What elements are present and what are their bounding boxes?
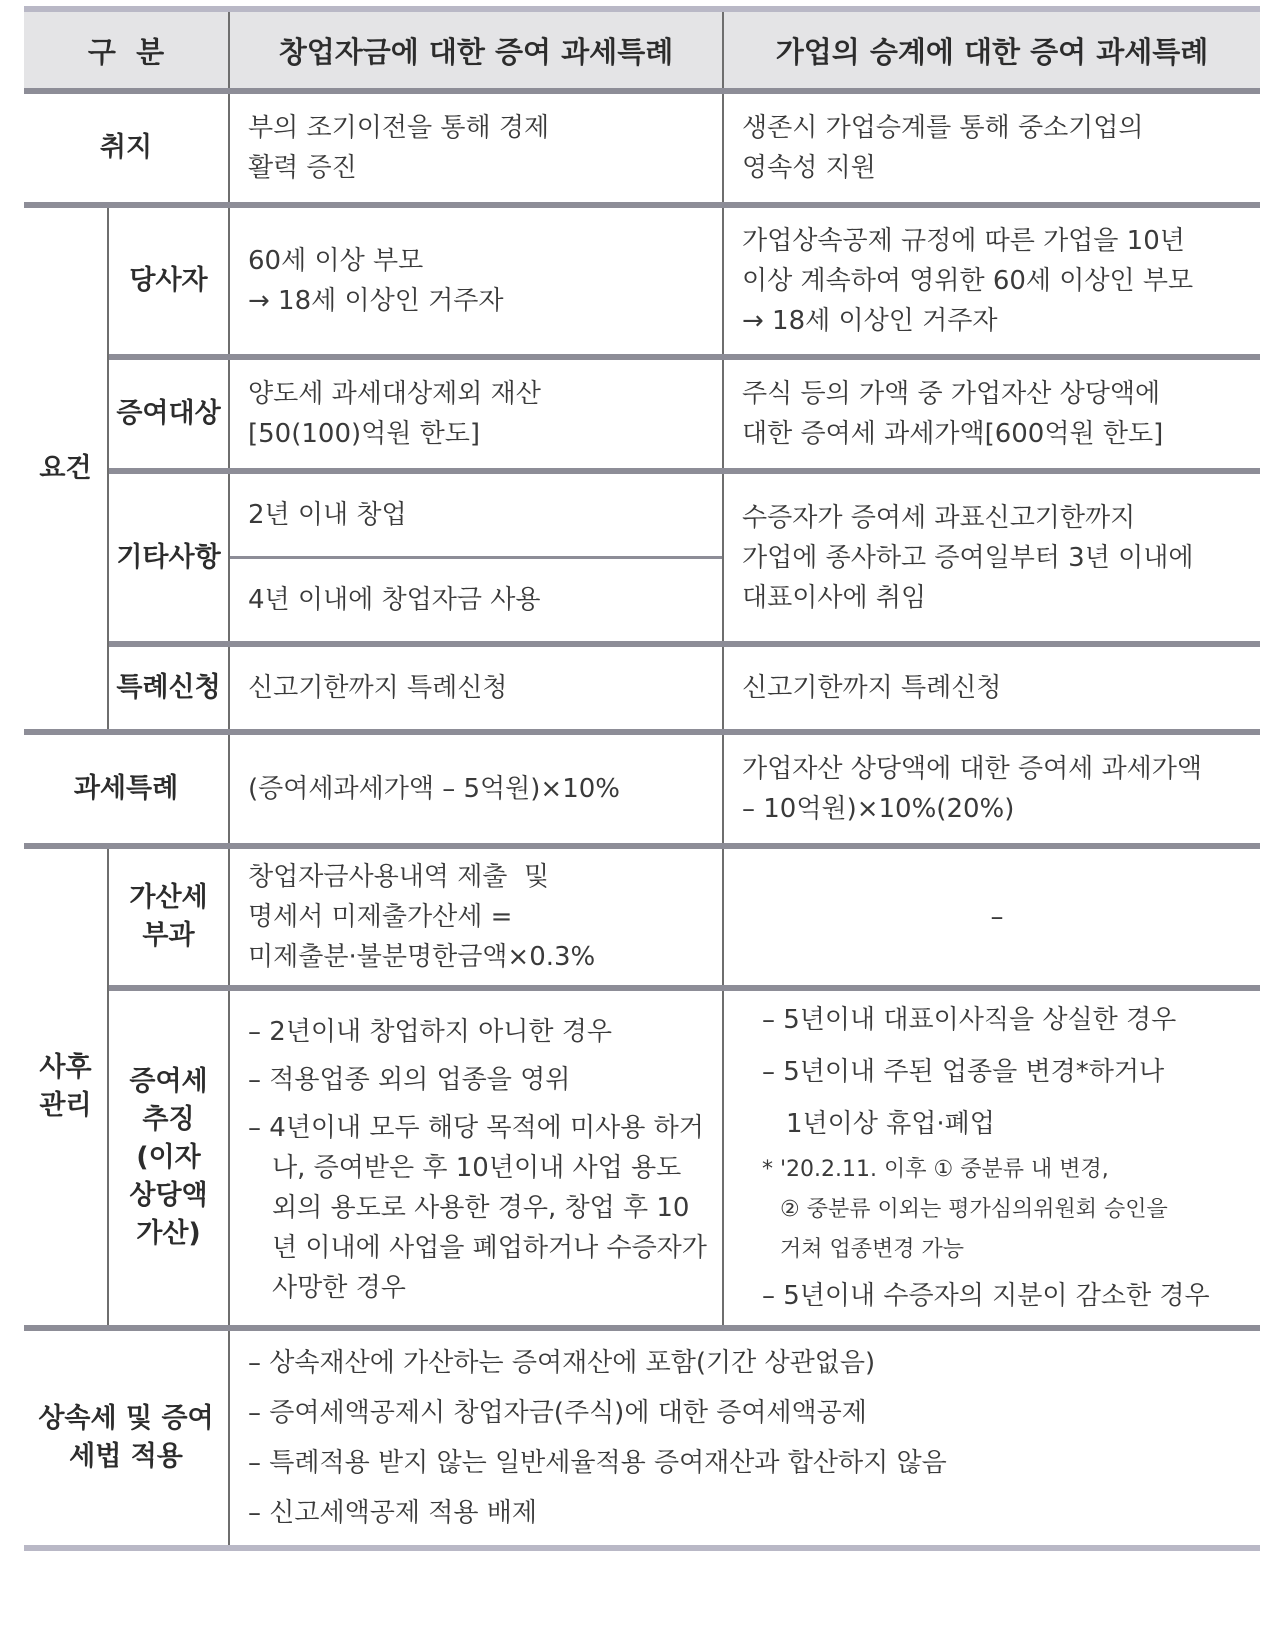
tax-special-startup: (증여세과세가액 – 5억원)×10% <box>229 735 723 843</box>
footnote: * '20.2.11. 이후 ① 중분류 내 변경, <box>762 1157 1109 1182</box>
row-inheritance <box>24 1331 1260 1545</box>
list-item: – 적용업종 외의 업종을 영위 <box>248 1065 571 1095</box>
purpose-startup: 부의 조기이전을 통해 경제 활력 증진 <box>229 94 723 202</box>
list-item: – 2년이내 창업하지 아니한 경우 <box>248 1017 612 1047</box>
purpose-succession: 생존시 가업승계를 통해 중소기업의 영속성 지원 <box>723 94 1260 202</box>
list-item: – 신고세액공제 적용 배제 <box>248 1498 537 1528</box>
row-tax-special <box>24 735 1260 843</box>
other-startup-1: 2년 이내 창업 <box>229 474 723 556</box>
label-recapture: 증여세 추징 (이자 상당액 가산) <box>108 991 229 1325</box>
row-parties <box>24 208 1260 354</box>
recapture-succession <box>723 991 1260 1325</box>
application-startup: 신고기한까지 특례신청 <box>229 647 723 729</box>
list-item: – 특례적용 받지 않는 일반세율적용 증여재산과 합산하지 않음 <box>248 1448 947 1478</box>
row-other-1 <box>24 474 1260 556</box>
list-item: 1년이상 휴업·폐업 <box>786 1109 995 1139</box>
recapture-startup <box>229 991 723 1325</box>
parties-succession: 가업상속공제 규정에 따른 가업을 10년 이상 계속하여 영위한 60세 이상인 부모 → 18세 이상인 거주자 <box>723 208 1260 354</box>
label-other: 기타사항 <box>108 474 229 641</box>
label-inheritance: 상속세 및 증여 세법 적용 <box>38 1403 214 1472</box>
penalty-succession: – <box>723 849 1260 985</box>
list-item: – 4년이내 모두 해당 목적에 미사용 하거나, 증여받은 후 10년이내 사업 용도 외의 용도로 사용한 경우, 창업 후 10년 이내에 사업을 폐업하거나 수증자가 사망한 경우 <box>248 1113 707 1303</box>
header-business-succession: 가업의 승계에 대한 증여 과세특례 <box>723 12 1260 88</box>
footnote: ② 중분류 이외는 평가심의위원회 승인을 <box>780 1197 1168 1222</box>
other-startup-2: 4년 이내에 창업자금 사용 <box>229 559 723 641</box>
label-penalty: 가산세 부과 <box>108 849 229 985</box>
label-purpose: 취지 <box>99 132 153 163</box>
row-application <box>24 647 1260 729</box>
inheritance-items <box>229 1331 1260 1545</box>
list-item: – 5년이내 수증자의 지분이 감소한 경우 <box>762 1281 1210 1311</box>
gift-target-startup: 양도세 과세대상제외 재산 [50(100)억원 한도] <box>229 360 723 468</box>
row-recapture <box>24 991 1260 1325</box>
label-application: 특례신청 <box>108 647 229 729</box>
row-penalty <box>24 849 1260 985</box>
application-succession: 신고기한까지 특례신청 <box>723 647 1260 729</box>
header-startup-fund: 창업자금에 대한 증여 과세특례 <box>229 12 723 88</box>
footnote: 거쳐 업종변경 가능 <box>780 1237 965 1262</box>
row-gift-target <box>24 360 1260 468</box>
other-succession: 수증자가 증여세 과표신고기한까지 가업에 종사하고 증여일부터 3년 이내에 대표이사에 취임 <box>723 474 1260 641</box>
label-tax-special: 과세특례 <box>73 773 179 804</box>
penalty-startup: 창업자금사용내역 제출 및 명세서 미제출가산세 = 미제출분·불분명한금액×0.3% <box>229 849 723 985</box>
label-post-management: 사후 관리 <box>39 1052 92 1121</box>
bottom-rule <box>24 1545 1260 1551</box>
list-item: – 5년이내 대표이사직을 상실한 경우 <box>762 1005 1177 1035</box>
label-gift-target: 증여대상 <box>108 360 229 468</box>
list-item: – 상속재산에 가산하는 증여재산에 포함(기간 상관없음) <box>248 1348 876 1378</box>
parties-startup: 60세 이상 부모 → 18세 이상인 거주자 <box>229 208 723 354</box>
label-requirements: 요건 <box>39 452 92 484</box>
gift-target-succession: 주식 등의 가액 중 가업자산 상당액에 대한 증여세 과세가액[600억원 한도] <box>723 360 1260 468</box>
list-item: – 5년이내 주된 업종을 변경*하거나 <box>762 1057 1165 1087</box>
header-category: 구 분 <box>24 12 229 88</box>
tax-special-succession: 가업자산 상당액에 대한 증여세 과세가액 – 10억원)×10%(20%) <box>723 735 1260 843</box>
label-parties: 당사자 <box>108 208 229 354</box>
header-row <box>24 12 1260 88</box>
list-item: – 증여세액공제시 창업자금(주식)에 대한 증여세액공제 <box>248 1398 867 1428</box>
gift-tax-comparison-table <box>24 6 1260 1551</box>
row-purpose <box>24 94 1260 202</box>
